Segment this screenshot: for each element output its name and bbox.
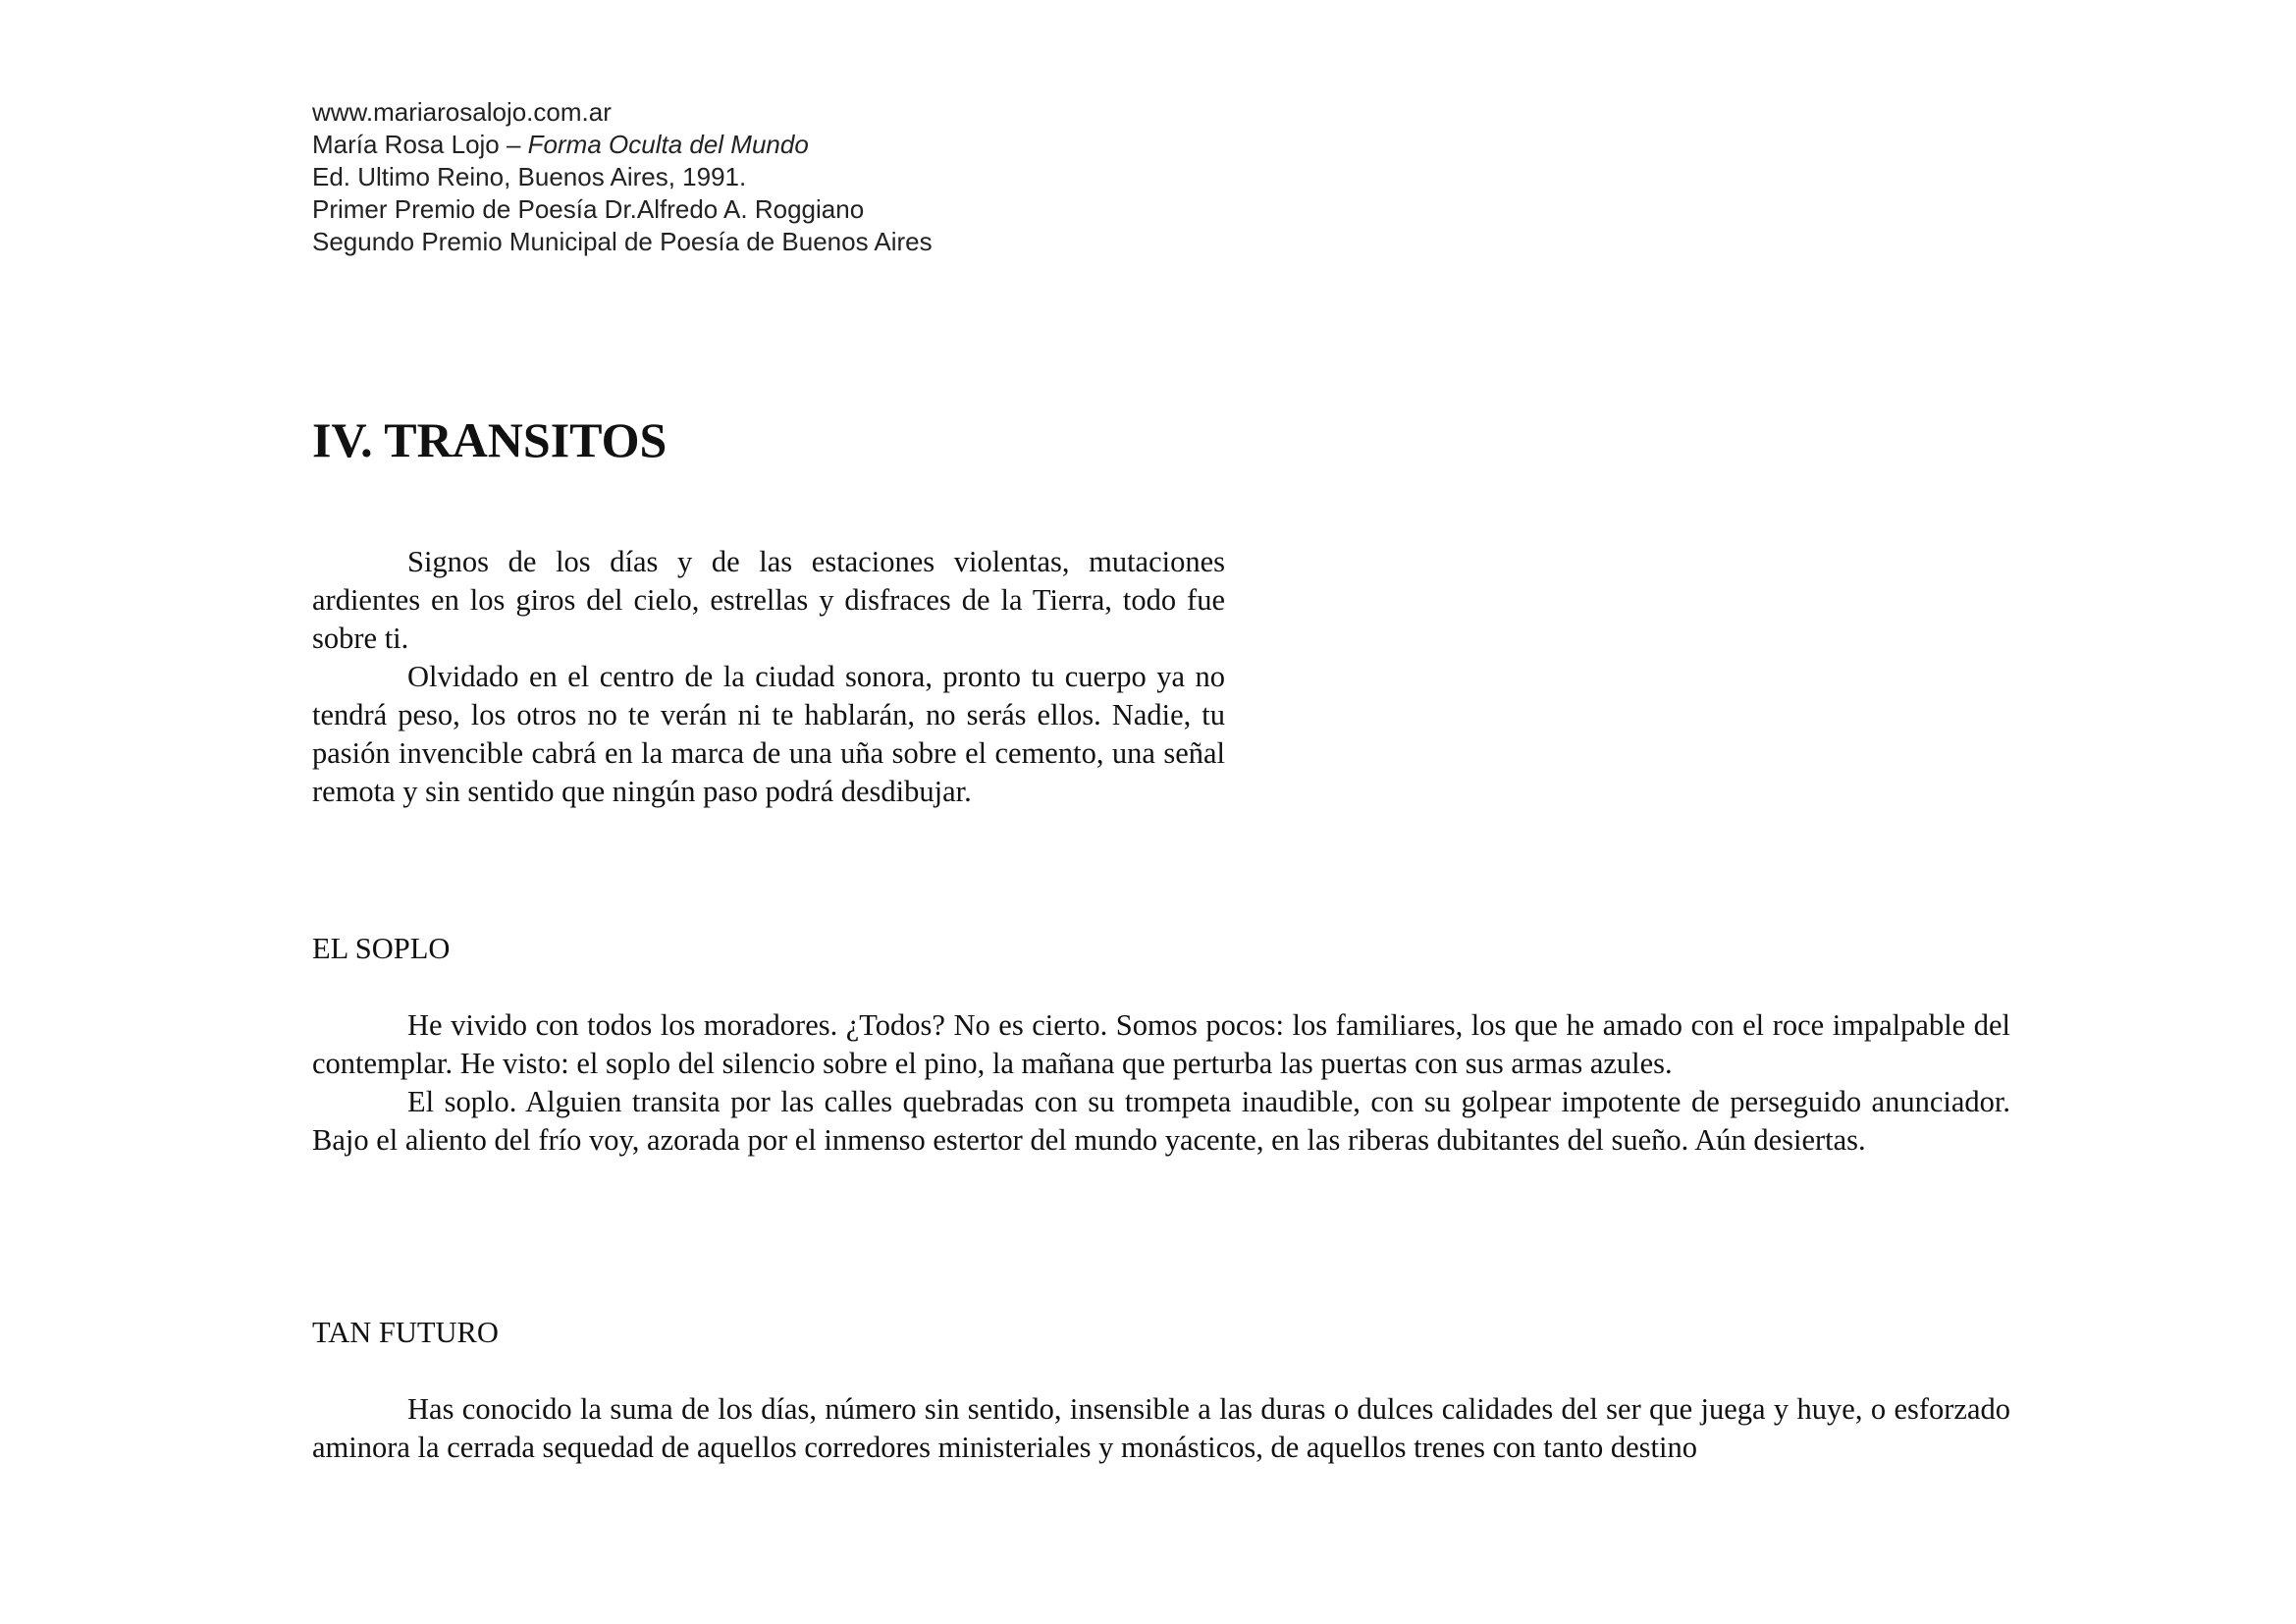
header-author-line: [312, 129, 933, 161]
section-title-tan-futuro: TAN FUTURO: [312, 1316, 499, 1349]
futuro-paragraph-1: Has conocido la suma de los días, número sin sentido, insensible a las duras o dulces calidades del ser que juega y huye, o esforzado aminora la cerrada sequedad de aquellos corredores ministeriales y monásticos, de aquellos trenes con tanto destino: [312, 1392, 2010, 1464]
intro-paragraph-1: Signos de los días y de las estaciones violentas, mutaciones ardientes en los giros del cielo, estrellas y disfraces de la Tierra, todo fue sobre ti.: [312, 545, 1225, 655]
soplo-paragraph-1: He vivido con todos los moradores. ¿Todos? No es cierto. Somos pocos: los familiares, los que he amado con el roce impalpable del contemplar. He visto: el soplo del silencio sobre el pino, la mañana que perturba las puertas con sus armas azules.: [312, 1008, 2010, 1080]
section-body-el-soplo: [312, 1006, 2010, 1160]
chapter-title: IV. TRANSITOS: [312, 412, 667, 467]
header-award-1: Primer Premio de Poesía Dr.Alfredo A. Roggiano: [312, 194, 865, 224]
header-book-title: Forma Oculta del Mundo: [527, 130, 809, 159]
header-url: www.mariarosalojo.com.ar: [312, 97, 612, 127]
intro-paragraph-2: Olvidado en el centro de la ciudad sonora, pronto tu cuerpo ya no tendrá peso, los otros no te verán ni te hablarán, no serás ellos. Nadie, tu pasión invencible cabrá en la marca de una uña sobre el cemento, una señal remota y sin sentido que ningún paso podrá desdibujar.: [312, 660, 1225, 808]
header-author: María Rosa Lojo –: [312, 130, 528, 159]
soplo-paragraph-2: El soplo. Alguien transita por las calles quebradas con su trompeta inaudible, con su golpear impotente de perseguido anunciador. Bajo el aliento del frío voy, azorada por el inmenso estertor del mundo yacente, en las riberas dubitantes del sueño. Aún desiertas.: [312, 1085, 2010, 1157]
page-header: [312, 96, 933, 258]
section-title-el-soplo: EL SOPLO: [312, 932, 451, 965]
header-publisher: Ed. Ultimo Reino, Buenos Aires, 1991.: [312, 162, 747, 191]
section-body-tan-futuro: [312, 1390, 2010, 1467]
intro-text: [312, 543, 1225, 811]
header-award-2: Segundo Premio Municipal de Poesía de Buenos Aires: [312, 227, 933, 256]
